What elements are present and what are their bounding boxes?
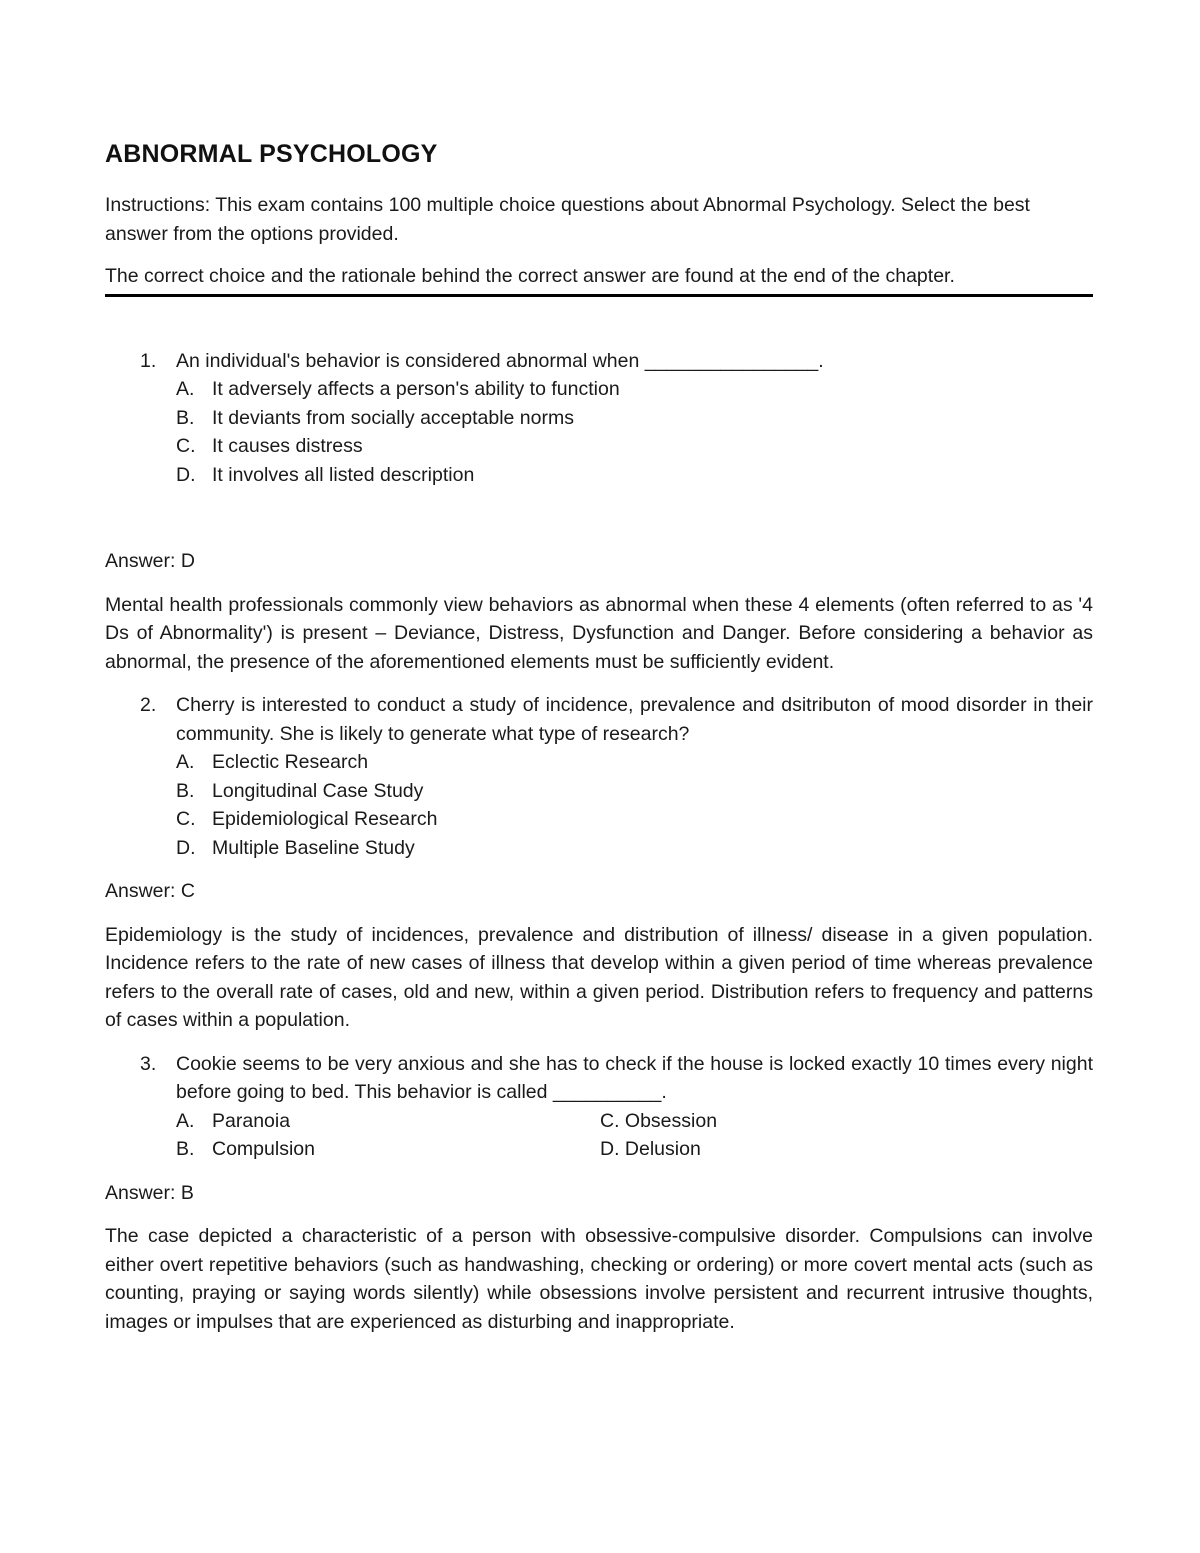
option-b	[176, 404, 1093, 433]
option-text: Epidemiological Research	[212, 808, 438, 830]
question-text: Cookie seems to be very anxious and she has to check if the house is locked exactly 10 times every night before going to bed. This behavior is called __________.	[176, 1052, 1093, 1103]
option-letter: A.	[176, 1109, 195, 1132]
question-list	[105, 347, 1093, 1337]
rationale-3: The case depicted a characteristic of a person with obsessive-compulsive disorder. Compulsions can involve either overt repetitive behaviors (such as handwashing, checking or ordering) or more covert mental acts (such as counting, praying or saying words silently) while obsessions involve persistent and recurrent intrusive thoughts, images or impulses that are experienced as disturbing and inappropriate.	[105, 1225, 1093, 1333]
option-d	[176, 461, 1093, 490]
question-text: Cherry is interested to conduct a study of incidence, prevalence and dsitributon of mood disorder in their community. She is likely to generate what type of research?	[176, 694, 1093, 745]
option-a	[176, 375, 1093, 404]
option-text: Delusion	[624, 1138, 701, 1160]
option-text: Compulsion	[212, 1138, 315, 1160]
rationale-1: Mental health professionals commonly view behaviors as abnormal when these 4 elements (often referred to as '4 Ds of Abnormality') is present – Deviance, Distress, Dysfunction and Danger. Before considering a behavior as abnormal, the presence of the aforementioned elements must be sufficiently evident.	[105, 593, 1093, 673]
question-number: 2.	[140, 694, 157, 716]
option-letter: B.	[176, 779, 195, 802]
option-letter: D.	[600, 1138, 620, 1160]
option-letter: D.	[176, 463, 196, 486]
option-letter: D.	[176, 836, 196, 859]
option-letter: B.	[176, 1138, 195, 1160]
answer-options	[176, 375, 1093, 489]
question-number: 3.	[140, 1052, 157, 1075]
option-a	[176, 748, 1093, 777]
option-b	[176, 1135, 600, 1164]
answer-2: Answer: C	[105, 880, 195, 902]
option-c	[600, 1107, 1093, 1136]
option-letter: C.	[176, 435, 196, 457]
option-letter: C.	[600, 1109, 620, 1132]
question-3	[105, 1050, 1093, 1164]
answer-1: Answer: D	[105, 550, 195, 572]
option-b	[176, 777, 1093, 806]
option-text: Paranoia	[212, 1109, 291, 1132]
option-letter: C.	[176, 808, 196, 830]
answer-3: Answer: B	[105, 1181, 194, 1204]
page-title: ABNORMAL PSYCHOLOGY	[105, 140, 438, 168]
answer-options	[176, 748, 1093, 862]
option-c	[176, 805, 1093, 834]
question-number: 1.	[140, 349, 157, 372]
option-d	[600, 1135, 1093, 1164]
question-text: An individual's behavior is considered abnormal when ________________.	[176, 349, 824, 372]
option-text: Obsession	[624, 1109, 718, 1132]
option-text: Eclectic Research	[212, 751, 369, 773]
rationale-2: Epidemiology is the study of incidences, prevalence and distribution of illness/ disease in a given population. Incidence refers to the rate of new cases of illness that develop within a given period of time whereas prevalence refers to the overall rate of cases, old and new, within a given period. Distribution refers to frequency and patterns of cases within a population.	[105, 923, 1093, 1031]
option-d	[176, 834, 1093, 863]
answer-options	[176, 1107, 1093, 1164]
question-2	[105, 691, 1093, 862]
option-text: Multiple Baseline Study	[212, 836, 415, 859]
option-text: It adversely affects a person's ability to function	[212, 378, 620, 400]
option-text: It deviants from socially acceptable norms	[212, 406, 574, 429]
option-text: It causes distress	[212, 435, 363, 457]
question-1	[105, 347, 1093, 490]
instructions-text: Instructions: This exam contains 100 multiple choice questions about Abnormal Psychology. Select the best answer from the options provided.	[105, 194, 1030, 245]
option-letter: A.	[176, 378, 195, 400]
option-letter: A.	[176, 751, 195, 773]
option-letter: B.	[176, 406, 195, 429]
option-c	[176, 432, 1093, 461]
document-page	[105, 140, 1093, 1336]
option-text: It involves all listed description	[212, 463, 475, 486]
option-text: Longitudinal Case Study	[212, 779, 424, 802]
option-a	[176, 1107, 600, 1136]
answer-location-note: The correct choice and the rationale behind the correct answer are found at the end of the chapter.	[105, 262, 1093, 297]
